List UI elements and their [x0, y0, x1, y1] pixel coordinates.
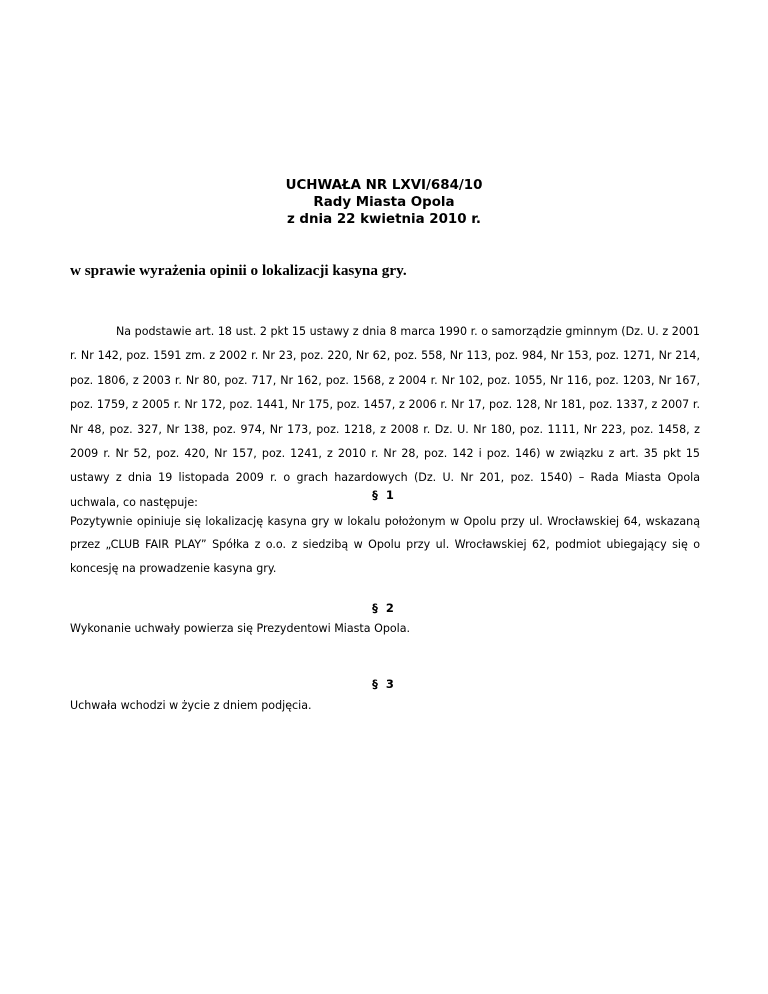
resolution-subject: w sprawie wyrażenia opinii o lokalizacji kasyna gry.	[70, 262, 407, 279]
section-1-heading: § 1	[372, 488, 396, 502]
resolution-title: UCHWAŁA NR LXVI/684/10	[285, 178, 483, 193]
section-1-text: Pozytywnie opiniuje się lokalizację kasyna gry w lokalu położonym w Opolu przy ul. Wrocławskiej 64, wskazaną przez „CLUB FAIR PLAY” Spółka z o.o. z siedzibą w Opolu przy ul. Wrocławskiej 62, podmiot ubiegający się o koncesję na prowadzenie kasyna gry.	[70, 515, 700, 575]
resolution-header	[0, 177, 768, 228]
legal-basis-paragraph: Na podstawie art. 18 ust. 2 pkt 15 ustawy z dnia 8 marca 1990 r. o samorządzie gminnym (Dz. U. z 2001 r. Nr 142, poz. 1591 zm. z 2002 r. Nr 23, poz. 220, Nr 62, poz. 558, Nr 113, poz. 984, Nr 153, poz. 1271, Nr 214, poz. 1806, z 2003 r. Nr 80, poz. 717, Nr 162, poz. 1568, z 2004 r. Nr 102, poz. 1055, Nr 116, poz. 1203, Nr 167, poz. 1759, z 2005 r. Nr 172, poz. 1441, Nr 175, poz. 1457, z 2006 r. Nr 17, poz. 128, Nr 181, poz. 1337, z 2007 r. Nr 48, poz. 327, Nr 138, poz. 974, Nr 173, poz. 1218, z 2008 r. Dz. U. Nr 180, poz. 1111, Nr 223, poz. 1458, z 2009 r. Nr 52, poz. 420, Nr 157, poz. 1241, z 2010 r. Nr 28, poz. 142 i poz. 146) w związku z art. 35 pkt 15 ustawy z dnia 19 listopada 2009 r. o grach hazardowych (Dz. U. Nr 201, poz. 1540) – Rada Miasta Opola uchwala, co następuje:	[70, 325, 700, 509]
resolution-date: z dnia 22 kwietnia 2010 r.	[286, 212, 482, 227]
section-2-heading: § 2	[372, 601, 396, 615]
section-2-text: Wykonanie uchwały powierza się Prezydentowi Miasta Opola.	[70, 622, 411, 635]
section-3-text: Uchwała wchodzi w życie z dniem podjęcia.	[70, 699, 312, 712]
section-3-heading: § 3	[372, 677, 396, 691]
resolution-issuer: Rady Miasta Opola	[313, 195, 455, 210]
